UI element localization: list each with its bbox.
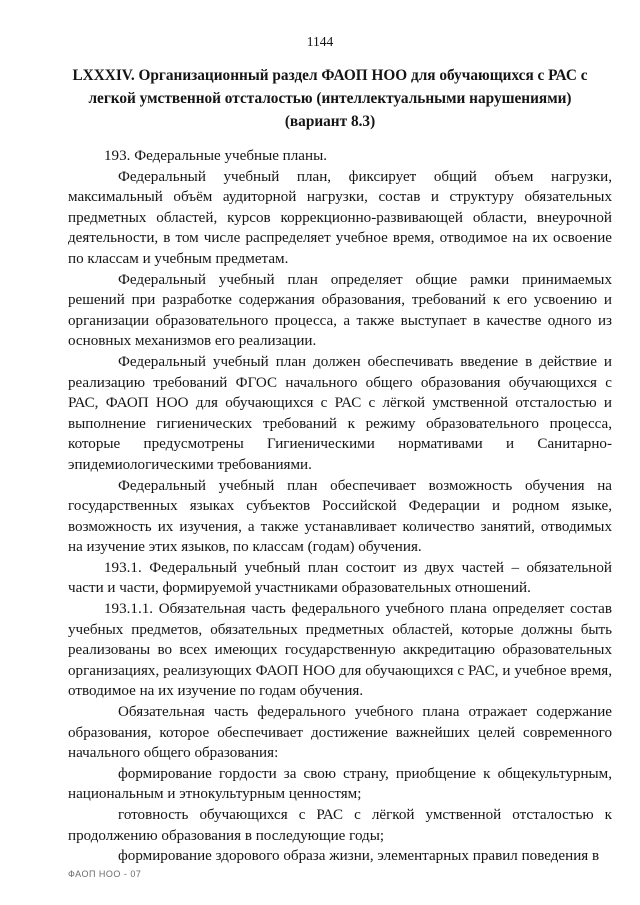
paragraph: 193.1.1. Обязательная часть федерального учебного плана определяет состав учебных предметов, обязательных предметных областей, которые должны быть реализованы во всех имеющих государственную аккредитацию образовательных организациях, реализующих ФАОП НОО для обучающихся с РАС, и учебное время, отводимое на их изучение по годам обучения. xyxy=(68,601,612,700)
paragraph: Обязательная часть федерального учебного плана отражает содержание образования, которое обеспечивает достижение важнейших целей современного начального общего образования: xyxy=(68,704,612,762)
paragraph: Федеральный учебный план, фиксирует общий объем нагрузки, максимальный объём аудиторной нагрузки, состав и структуру обязательных предметных областей, курсов коррекционно-развивающей области, внеурочной деятельности, в том числе распределяет учебное время, отводимое на их освоение по классам и учебным предметам. xyxy=(68,168,612,267)
paragraph-list-item: формирование здорового образа жизни, элементарных правил поведения в xyxy=(118,848,600,865)
paragraph-section-title: 193. Федеральные учебные планы. xyxy=(104,148,327,164)
paragraph: 193.1. Федеральный учебный план состоит из двух частей – обязательной части и части, формируемой участниками образовательных отношений. xyxy=(68,559,612,597)
footer-mark: ФАОП НОО - 07 xyxy=(68,869,142,879)
section-heading-line-3: (вариант 8.3) xyxy=(284,113,376,130)
paragraph: Федеральный учебный план определяет общие рамки принимаемых решений при разработке содержания образования, требований к его усвоению и организации образовательного процесса, а также выступает в качестве одного из основных механизмов его реализации. xyxy=(68,271,612,350)
paragraph-list-item: формирование гордости за свою страну, приобщение к общекультурным, национальным и этнокультурным ценностям; xyxy=(68,765,612,803)
paragraph-list-item: готовность обучающихся с РАС с лёгкой умственной отсталостью к продолжению образования в последующие годы; xyxy=(68,807,612,844)
paragraph: Федеральный учебный план обеспечивает возможность обучения на государственных языках субъектов Российской Федерации и родном языке, возможность их изучения, а также устанавливает количество занятий, отводимых на изучение этих языков, по классам (годам) обучения. xyxy=(68,477,612,556)
page-number: 1144 xyxy=(306,34,334,49)
section-heading xyxy=(70,64,590,133)
section-heading-line-2: легкой умственной отсталостью (интеллектуальными нарушениями) xyxy=(88,90,572,107)
section-heading-line-1: LXXXIV. Организационный раздел ФАОП НОО для обучающихся с РАС с xyxy=(72,67,588,84)
paragraph: Федеральный учебный план должен обеспечивать введение в действие и реализацию требований ФГОС начального общего образования обучающихся с РАС, ФАОП НОО для обучающихся с РАС с лёгкой умственной отсталостью и выполнение гигиенических требований к режиму образовательного процесса, которые предусмотрены Гигиеническими нормативами и Санитарно-эпидемиологическими требованиями. xyxy=(68,353,612,473)
document-body xyxy=(68,146,612,867)
